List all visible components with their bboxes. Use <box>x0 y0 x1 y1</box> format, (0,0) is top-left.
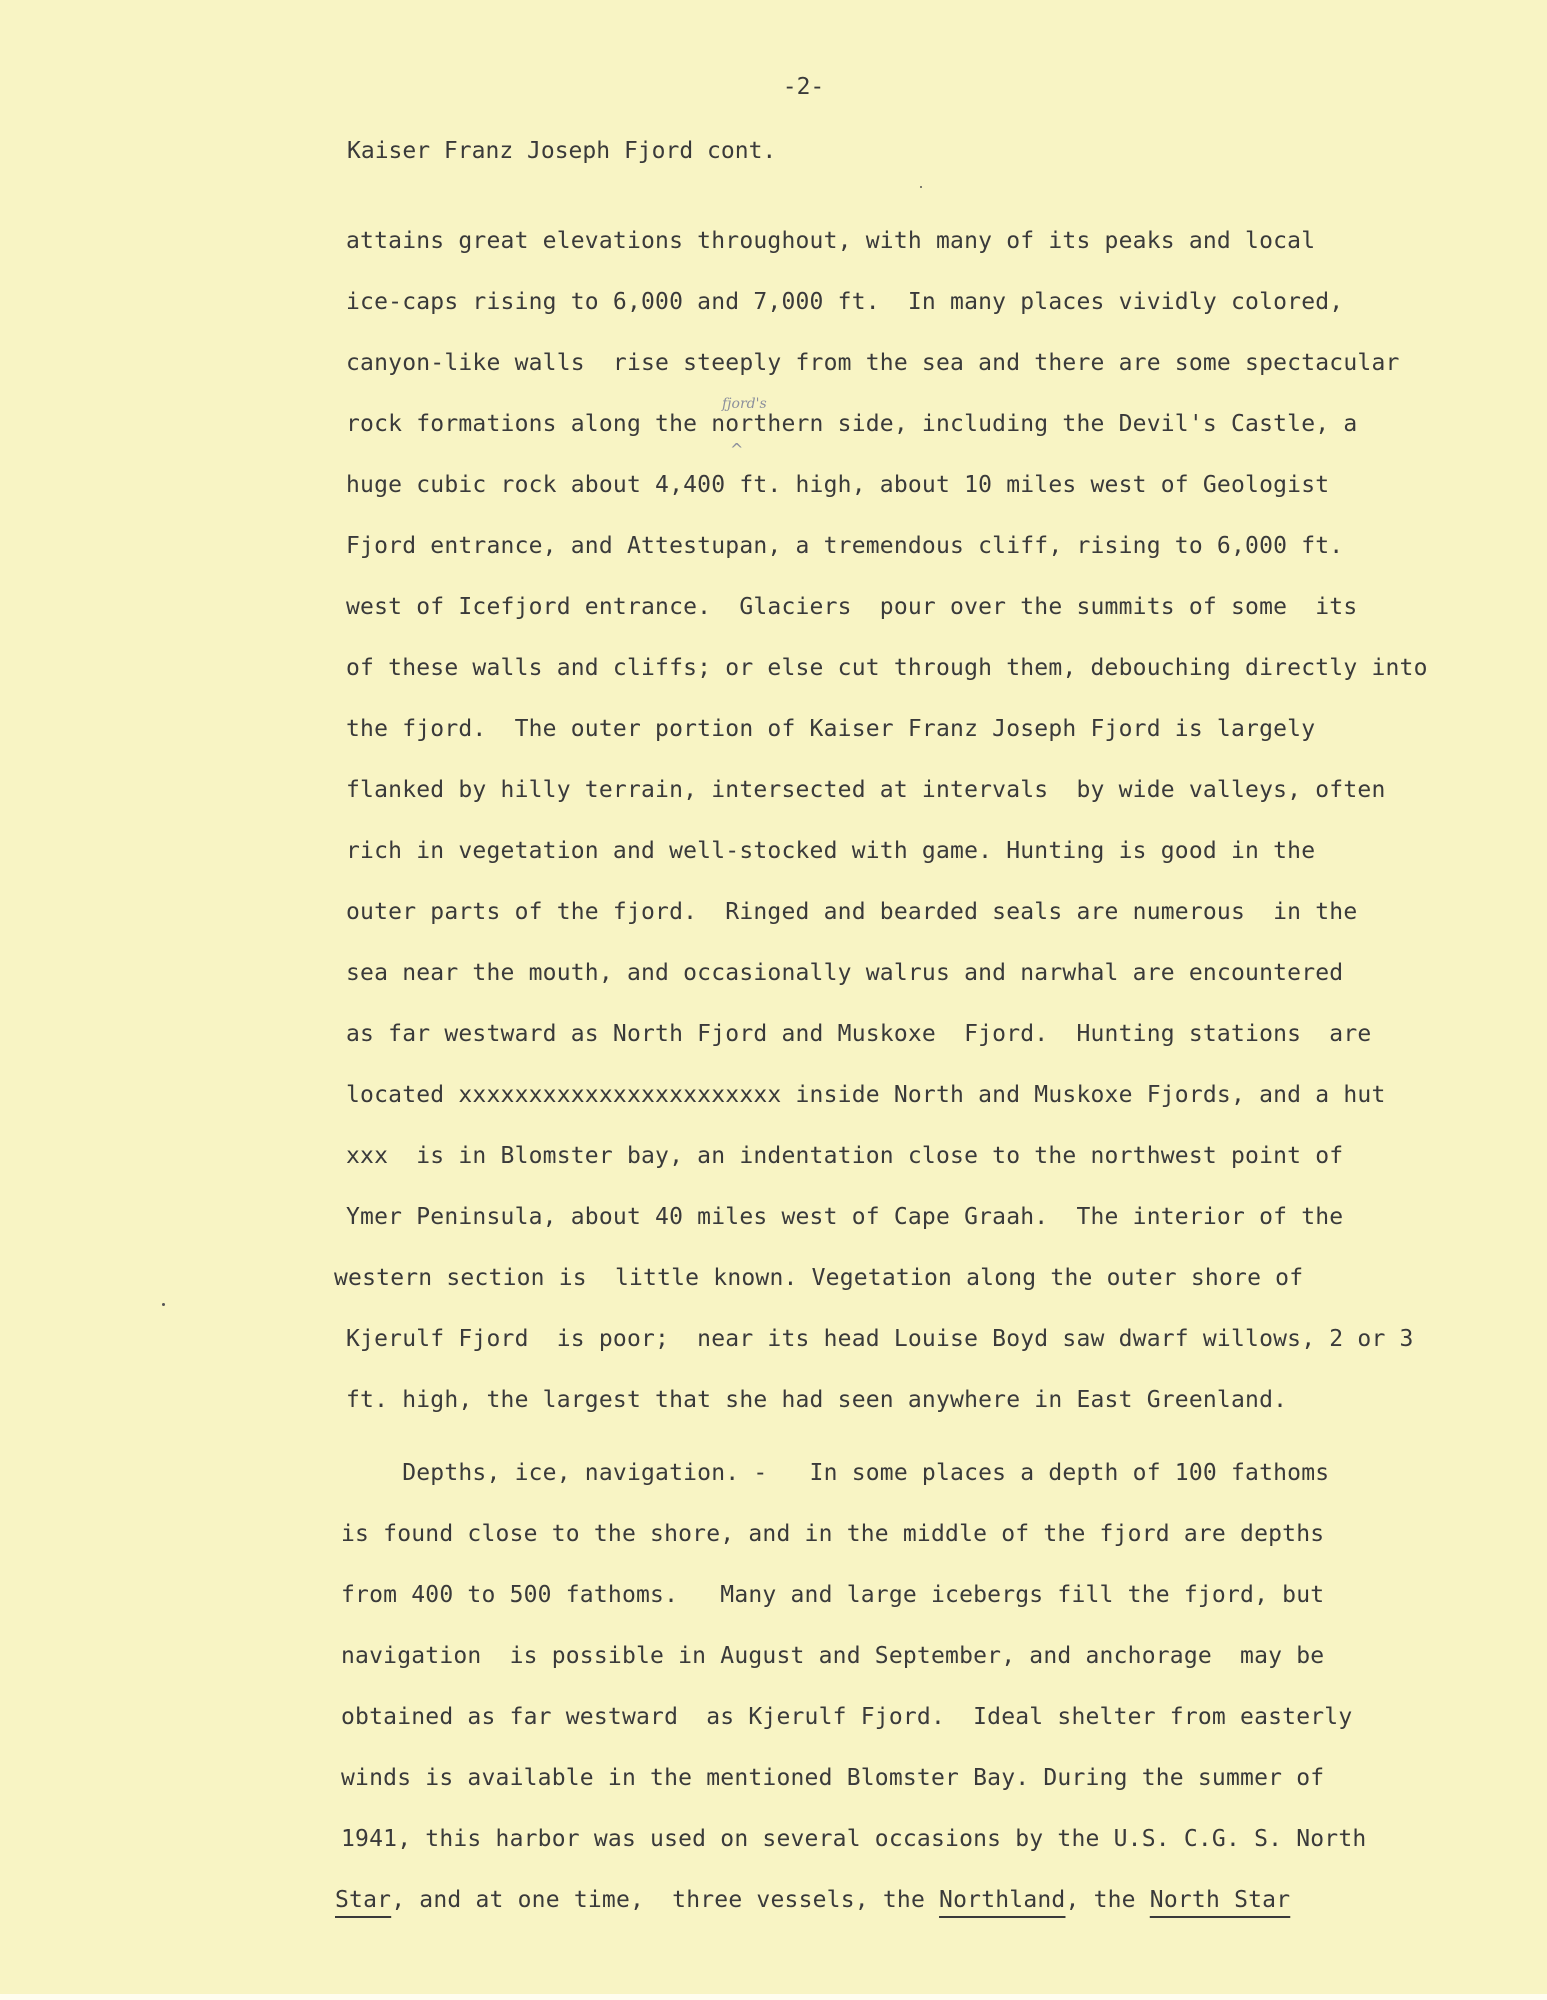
text-line: 1941, this harbor was used on several occasions by the U.S. C.G. S. North <box>341 1826 1367 1852</box>
text-line: outer parts of the fjord. Ringed and bearded seals are numerous in the <box>346 899 1358 925</box>
ship-name-underlined: North Star <box>1149 1887 1291 1913</box>
text-line: is found close to the shore, and in the middle of the fjord are depths <box>341 1521 1325 1547</box>
text-line: Ymer Peninsula, about 40 miles west of Cape Graah. The interior of the <box>346 1204 1344 1230</box>
text-span: , and at one time, three vessels, the <box>391 1887 940 1913</box>
text-line: navigation is possible in August and September, and anchorage may be <box>341 1643 1325 1669</box>
text-line: from 400 to 500 fathoms. Many and large icebergs fill the fjord, but <box>341 1582 1325 1608</box>
text-line: canyon-like walls rise steeply from the sea and there are some spectacular <box>346 350 1400 376</box>
text-line: Fjord entrance, and Attestupan, a tremendous cliff, rising to 6,000 ft. <box>346 533 1344 559</box>
text-line: xxx is in Blomster bay, an indentation close to the northwest point of <box>346 1143 1344 1169</box>
text-line-underlined <box>335 1887 1290 1913</box>
text-line: obtained as far westward as Kjerulf Fjord. Ideal shelter from easterly <box>341 1704 1353 1730</box>
text-line: of these walls and cliffs; or else cut through them, debouching directly into <box>346 655 1428 681</box>
text-span: , the <box>1065 1887 1150 1913</box>
text-line: west of Icefjord entrance. Glaciers pour over the summits of some its <box>346 594 1358 620</box>
paper-speck <box>920 186 922 188</box>
subsection-line: Depths, ice, navigation. - In some places a depth of 100 fathoms <box>346 1460 1330 1486</box>
text-line: Kjerulf Fjord is poor; near its head Louise Boyd saw dwarf willows, 2 or 3 <box>346 1326 1414 1352</box>
text-line: as far westward as North Fjord and Muskoxe Fjord. Hunting stations are <box>346 1021 1372 1047</box>
text-line: western section is little known. Vegetation along the outer shore of <box>334 1265 1304 1291</box>
text-line: ft. high, the largest that she had seen anywhere in East Greenland. <box>346 1387 1288 1413</box>
text-line: sea near the mouth, and occasionally walrus and narwhal are encountered <box>346 960 1344 986</box>
page-bottom-edge <box>0 1994 1547 2000</box>
text-line: winds is available in the mentioned Blomster Bay. During the summer of <box>341 1765 1325 1791</box>
text-line-with-strikeout: located xxxxxxxxxxxxxxxxxxxxxxx inside North and Muskoxe Fjords, and a hut <box>346 1082 1386 1108</box>
ship-name-underlined: Star <box>335 1887 392 1913</box>
page-number: -2- <box>782 74 825 100</box>
text-line: huge cubic rock about 4,400 ft. high, about 10 miles west of Geologist <box>346 472 1330 498</box>
text-line: rich in vegetation and well-stocked with game. Hunting is good in the <box>346 838 1316 864</box>
insertion-caret: ^ <box>730 440 744 459</box>
handwritten-insertion: fjord's <box>722 396 767 412</box>
text-line: the fjord. The outer portion of Kaiser Franz Joseph Fjord is largely <box>346 716 1316 742</box>
text-line: ice-caps rising to 6,000 and 7,000 ft. In many places vividly colored, <box>346 289 1344 315</box>
text-line: rock formations along the northern side, including the Devil's Castle, a <box>346 411 1358 437</box>
section-header: Kaiser Franz Joseph Fjord cont. <box>347 138 777 164</box>
text-line: flanked by hilly terrain, intersected at intervals by wide valleys, often <box>346 777 1386 803</box>
text-line: attains great elevations throughout, with many of its peaks and local <box>346 228 1316 254</box>
ship-name-underlined: Northland <box>939 1887 1066 1913</box>
paper-speck <box>162 1303 165 1306</box>
